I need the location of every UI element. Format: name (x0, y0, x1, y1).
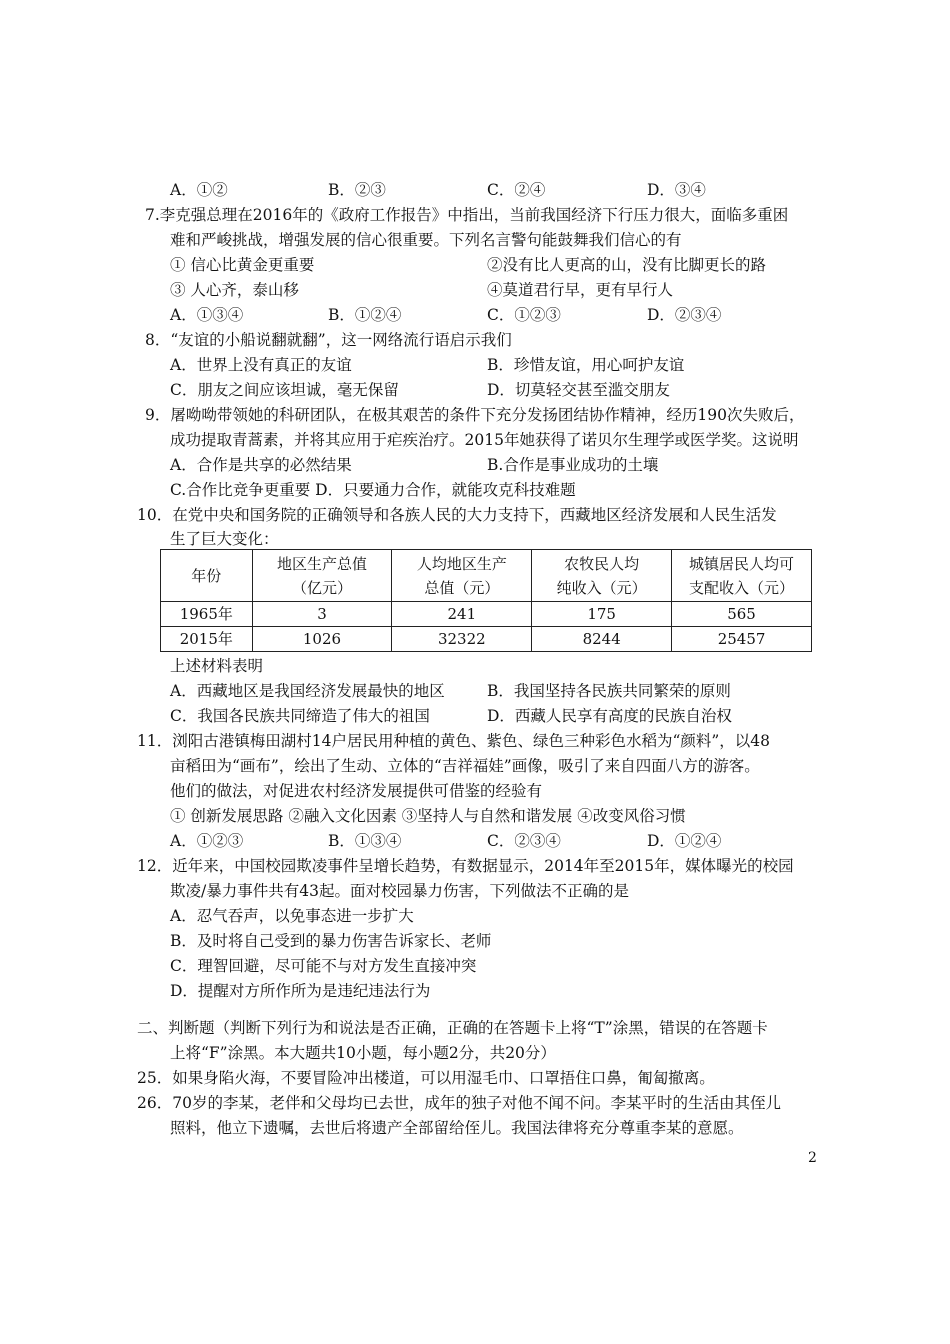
q11-option-d: D．①②④ (647, 832, 722, 850)
q11-items: ① 创新发展思路 ②融入文化因素 ③坚持人与自然和谐发展 ④改变风俗习惯 (170, 807, 686, 825)
q12-option-d: D．提醒对方所作所为是违纪违法行为 (170, 982, 431, 1000)
table-cell: 1026 (252, 627, 392, 652)
q7-option-d: D．②③④ (647, 306, 722, 324)
section-2-line1: 二、判断题（判断下列行为和说法是否正确，正确的在答题卡上将“T”涂黑，错误的在答题卡 (137, 1019, 768, 1037)
q8-option-b: B．珍惜友谊，用心呵护友谊 (487, 356, 685, 374)
q7-option-a: A．①③④ (170, 306, 244, 324)
q7-option-c: C．①②③ (487, 306, 561, 324)
table-cell: 32322 (392, 627, 532, 652)
table-cell: 241 (392, 602, 532, 627)
section-2-line2: 上将“F”涂黑。本大题共10小题，每小题2分，共20分） (170, 1044, 556, 1062)
table-cell: 2015年 (161, 627, 253, 652)
q6-option-d: D．③④ (647, 181, 706, 199)
q6-option-c: C．②④ (487, 181, 546, 199)
q11-option-a: A．①②③ (170, 832, 244, 850)
q10-stem-line1: 10．在党中央和国务院的正确领导和各族人民的大力支持下，西藏地区经济发展和人民生活发 (137, 506, 777, 524)
q10-option-a: A．西藏地区是我国经济发展最快的地区 (170, 682, 445, 700)
q12-option-a: A．忍气吞声，以免事态进一步扩大 (170, 907, 414, 925)
q8-option-a: A．世界上没有真正的友谊 (170, 356, 352, 374)
table-header-cell: 年份 (161, 550, 253, 602)
table-cell: 8244 (532, 627, 672, 652)
data-table (160, 549, 812, 652)
q7-stem-line2: 难和严峻挑战，增强发展的信心很重要。下列名言警句能鼓舞我们信心的有 (170, 231, 682, 249)
q12-stem-line2: 欺凌/暴力事件共有43起。面对校园暴力伤害，下列做法不正确的是 (170, 882, 629, 900)
q11-stem-line2: 亩稻田为“画布”，绘出了生动、立体的“吉祥福娃”画像，吸引了来自四面八方的游客。 (170, 757, 760, 775)
q8-stem: 8．“友谊的小船说翻就翻”，这一网络流行语启示我们 (145, 331, 512, 349)
q10-stem-line2: 生了巨大变化： (170, 530, 279, 548)
q6-option-b: B．②③ (328, 181, 386, 199)
table-cell: 565 (672, 602, 812, 627)
q9-stem-line2: 成功提取青蒿素，并将其应用于疟疾治疗。2015年她获得了诺贝尔生理学或医学奖。这说明 (170, 431, 799, 449)
page-number: 2 (808, 1150, 817, 1166)
table-header-row (161, 550, 812, 602)
table-header-cell: 城镇居民人均可 支配收入（元） (672, 550, 812, 602)
q11-option-c: C．②③④ (487, 832, 561, 850)
q8-option-d: D．切莫轻交甚至滥交朋友 (487, 381, 670, 399)
table-row (161, 627, 812, 652)
q12-option-b: B．及时将自己受到的暴力伤害告诉家长、老师 (170, 932, 492, 950)
q26-line1: 26．70岁的李某，老伴和父母均已去世，成年的独子对他不闻不问。李某平时的生活由其侄儿 (137, 1094, 781, 1112)
q7-option-b: B．①②④ (328, 306, 402, 324)
q7-item-4: ④莫道君行早，更有早行人 (487, 281, 674, 299)
table-cell: 25457 (672, 627, 812, 652)
q7-item-1: ① 信心比黄金更重要 (170, 256, 315, 274)
q7-stem-line1: 7.李克强总理在2016年的《政府工作报告》中指出，当前我国经济下行压力很大，面临多重困 (145, 206, 789, 224)
table-header-cell: 农牧民人均 纯收入（元） (532, 550, 672, 602)
q12-stem-line1: 12．近年来，中国校园欺凌事件呈增长趋势，有数据显示，2014年至2015年，媒体曝光的校园 (137, 857, 794, 875)
q11-stem-line3: 他们的做法，对促进农村经济发展提供可借鉴的经验有 (170, 782, 543, 800)
q9-option-b: B.合作是事业成功的土壤 (487, 456, 659, 474)
table-header-cell: 人均地区生产 总值（元） (392, 550, 532, 602)
q9-option-cd: C.合作比竞争更重要 D．只要通力合作，就能攻克科技难题 (170, 481, 576, 499)
table-row (161, 602, 812, 627)
q10-option-d: D．西藏人民享有高度的民族自治权 (487, 707, 732, 725)
q10-option-b: B．我国坚持各民族共同繁荣的原则 (487, 682, 731, 700)
q12-option-c: C．理智回避，尽可能不与对方发生直接冲突 (170, 957, 477, 975)
table-cell: 175 (532, 602, 672, 627)
table-cell: 3 (252, 602, 392, 627)
q7-item-3: ③ 人心齐，泰山移 (170, 281, 299, 299)
table-header-cell: 地区生产总值 （亿元） (252, 550, 392, 602)
q10-option-c: C．我国各民族共同缔造了伟大的祖国 (170, 707, 430, 725)
q11-option-b: B．①③④ (328, 832, 402, 850)
question-25: 25．如果身陷火海，不要冒险冲出楼道，可以用湿毛巾、口罩捂住口鼻，匍匐撤离。 (137, 1069, 715, 1087)
q10-after-table: 上述材料表明 (170, 657, 264, 675)
q26-line2: 照料，他立下遗嘱，去世后将遗产全部留给侄儿。我国法律将充分尊重李某的意愿。 (170, 1119, 744, 1137)
q8-option-c: C．朋友之间应该坦诚，毫无保留 (170, 381, 399, 399)
q9-stem-line1: 9．屠呦呦带领她的科研团队，在极其艰苦的条件下充分发扬团结协作精神，经历190次失败后， (145, 406, 805, 424)
q11-stem-line1: 11．浏阳古港镇梅田湖村14户居民用种植的黄色、紫色、绿色三种彩色水稻为“颜料”，以48 (137, 732, 771, 750)
q9-option-a: A．合作是共享的必然结果 (170, 456, 352, 474)
q7-item-2: ②没有比人更高的山，没有比脚更长的路 (487, 256, 767, 274)
q6-option-a: A．①② (170, 181, 228, 199)
table-cell: 1965年 (161, 602, 253, 627)
